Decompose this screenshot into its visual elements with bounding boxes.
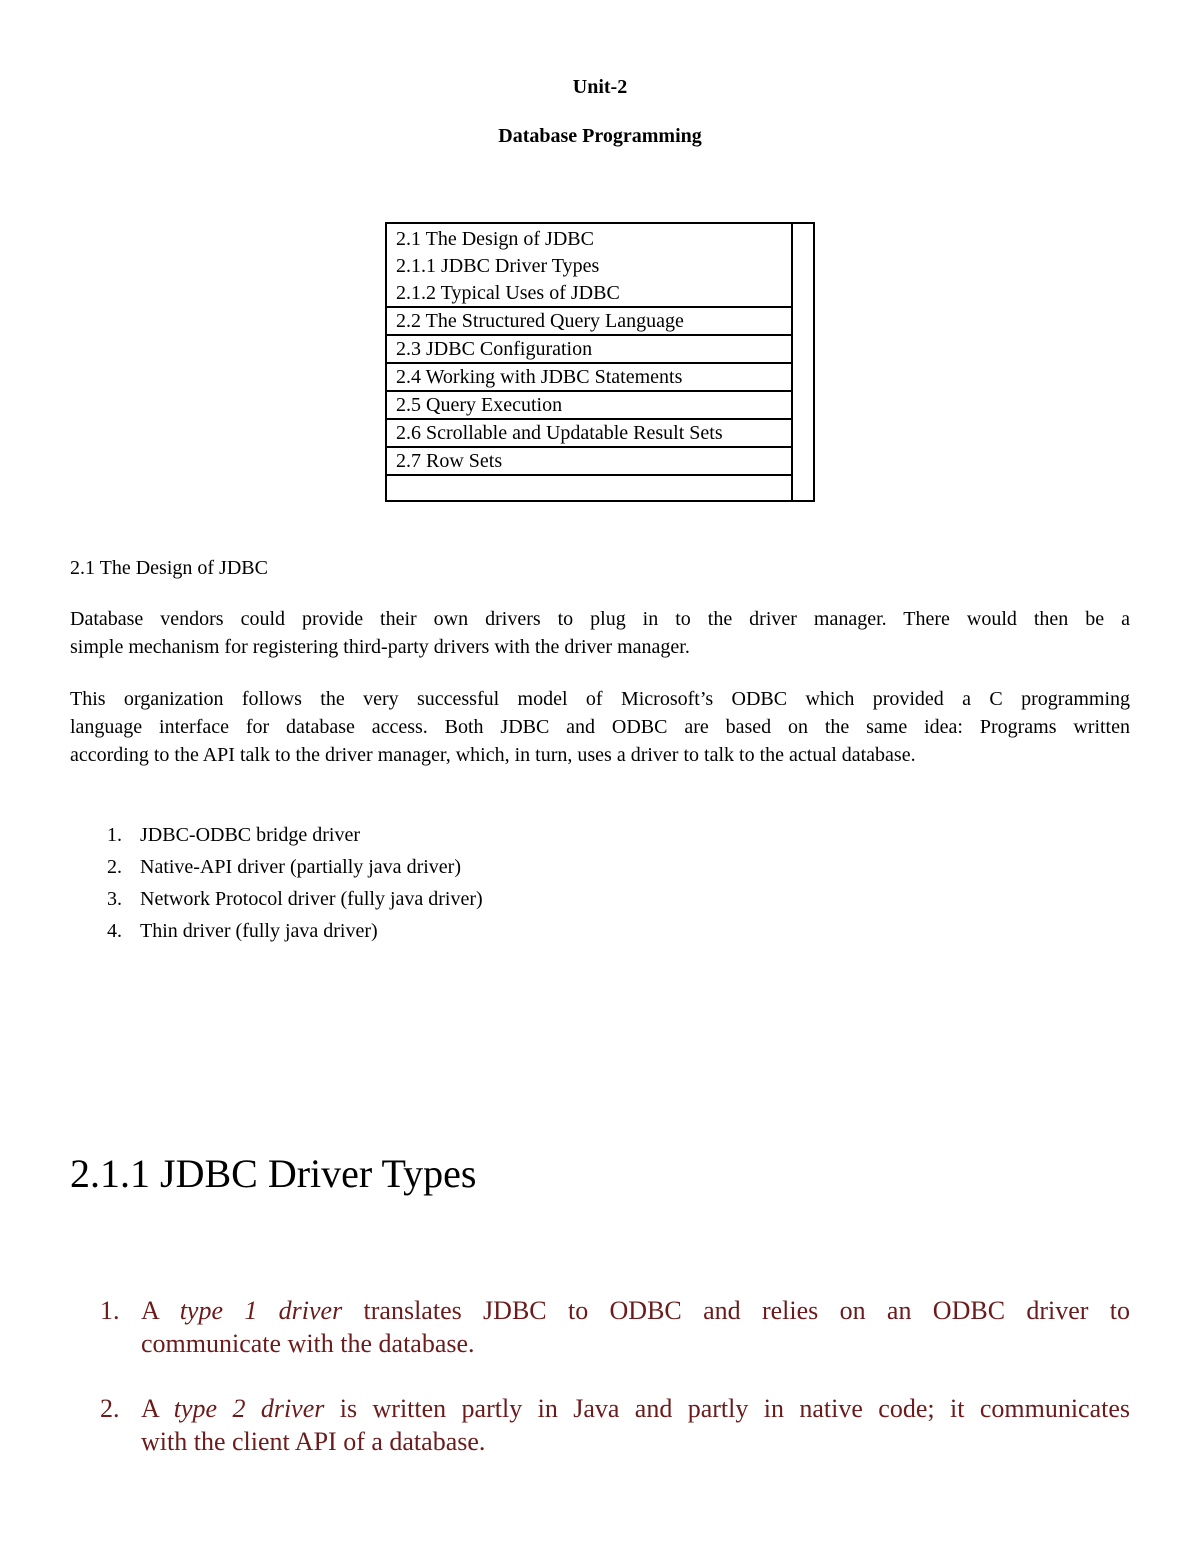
paragraph-line: language interface for database access. Both JDBC and ODBC are based on the same idea: Programs written — [70, 716, 1130, 738]
toc-table — [385, 222, 815, 502]
driver-line — [141, 1392, 1130, 1426]
toc-row — [387, 364, 791, 392]
section-heading-2-1-1: 2.1.1 JDBC Driver Types — [70, 1151, 477, 1196]
driver-description: is written partly in Java and partly in native code; it communicates — [324, 1394, 1131, 1423]
toc-right-column — [791, 224, 793, 500]
list-number: 1. — [100, 1296, 120, 1325]
toc-entry-2-1: 2.1 The Design of JDBC — [396, 228, 594, 250]
toc-entry-2-2: 2.2 The Structured Query Language — [396, 310, 684, 332]
toc-row — [387, 448, 791, 476]
driver-type-list — [70, 824, 1070, 964]
section-heading-2-1: 2.1 The Design of JDBC — [70, 557, 268, 579]
toc-entry-2-5: 2.5 Query Execution — [396, 394, 563, 416]
driver-type-item-1 — [70, 1294, 1130, 1364]
list-number: 3. — [107, 888, 122, 910]
driver-term: type 2 driver — [173, 1394, 325, 1423]
driver-type-item-2 — [70, 1392, 1130, 1462]
paragraph-line: This organization follows the very successful model of Microsoft’s ODBC which provided a C programming — [70, 688, 1130, 710]
toc-row — [387, 476, 791, 502]
toc-entry-2-1-1: 2.1.1 JDBC Driver Types — [396, 255, 600, 277]
list-number: 2. — [107, 856, 122, 878]
toc-entry-2-4: 2.4 Working with JDBC Statements — [396, 366, 683, 388]
list-number: 2. — [100, 1394, 120, 1423]
paragraph-driver-manager — [70, 605, 1130, 661]
unit-label: Unit-2 — [572, 76, 628, 98]
driver-prefix: A — [141, 1394, 174, 1423]
driver-term: type 1 driver — [179, 1296, 343, 1325]
toc-entry-2-3: 2.3 JDBC Configuration — [396, 338, 593, 360]
paragraph-odbc-model — [70, 685, 1130, 769]
list-text: JDBC-ODBC bridge driver — [140, 824, 360, 846]
document-title: Database Programming — [498, 125, 702, 147]
toc-entry-2-7: 2.7 Row Sets — [396, 450, 503, 472]
driver-description: translates JDBC to ODBC and relies on an ODBC driver to — [342, 1296, 1131, 1325]
toc-row — [387, 224, 791, 308]
driver-line: with the client API of a database. — [141, 1427, 486, 1456]
list-text: Native-API driver (partially java driver) — [140, 856, 461, 878]
list-text: Network Protocol driver (fully java driver) — [140, 888, 483, 910]
toc-row — [387, 336, 791, 364]
paragraph-line: Database vendors could provide their own drivers to plug in to the driver manager. There would then be a — [70, 608, 1130, 630]
driver-line — [141, 1294, 1130, 1328]
paragraph-line: according to the API talk to the driver manager, which, in turn, uses a driver to talk to the actual database. — [70, 744, 916, 766]
toc-entry-2-1-2: 2.1.2 Typical Uses of JDBC — [396, 282, 620, 304]
driver-line: communicate with the database. — [141, 1329, 475, 1358]
toc-row — [387, 308, 791, 336]
paragraph-line: simple mechanism for registering third-party drivers with the driver manager. — [70, 636, 690, 658]
toc-entry-2-6: 2.6 Scrollable and Updatable Result Sets — [396, 422, 723, 444]
driver-prefix: A — [141, 1296, 180, 1325]
list-text: Thin driver (fully java driver) — [140, 920, 378, 942]
toc-row — [387, 420, 791, 448]
list-number: 1. — [107, 824, 122, 846]
list-number: 4. — [107, 920, 122, 942]
toc-row — [387, 392, 791, 420]
